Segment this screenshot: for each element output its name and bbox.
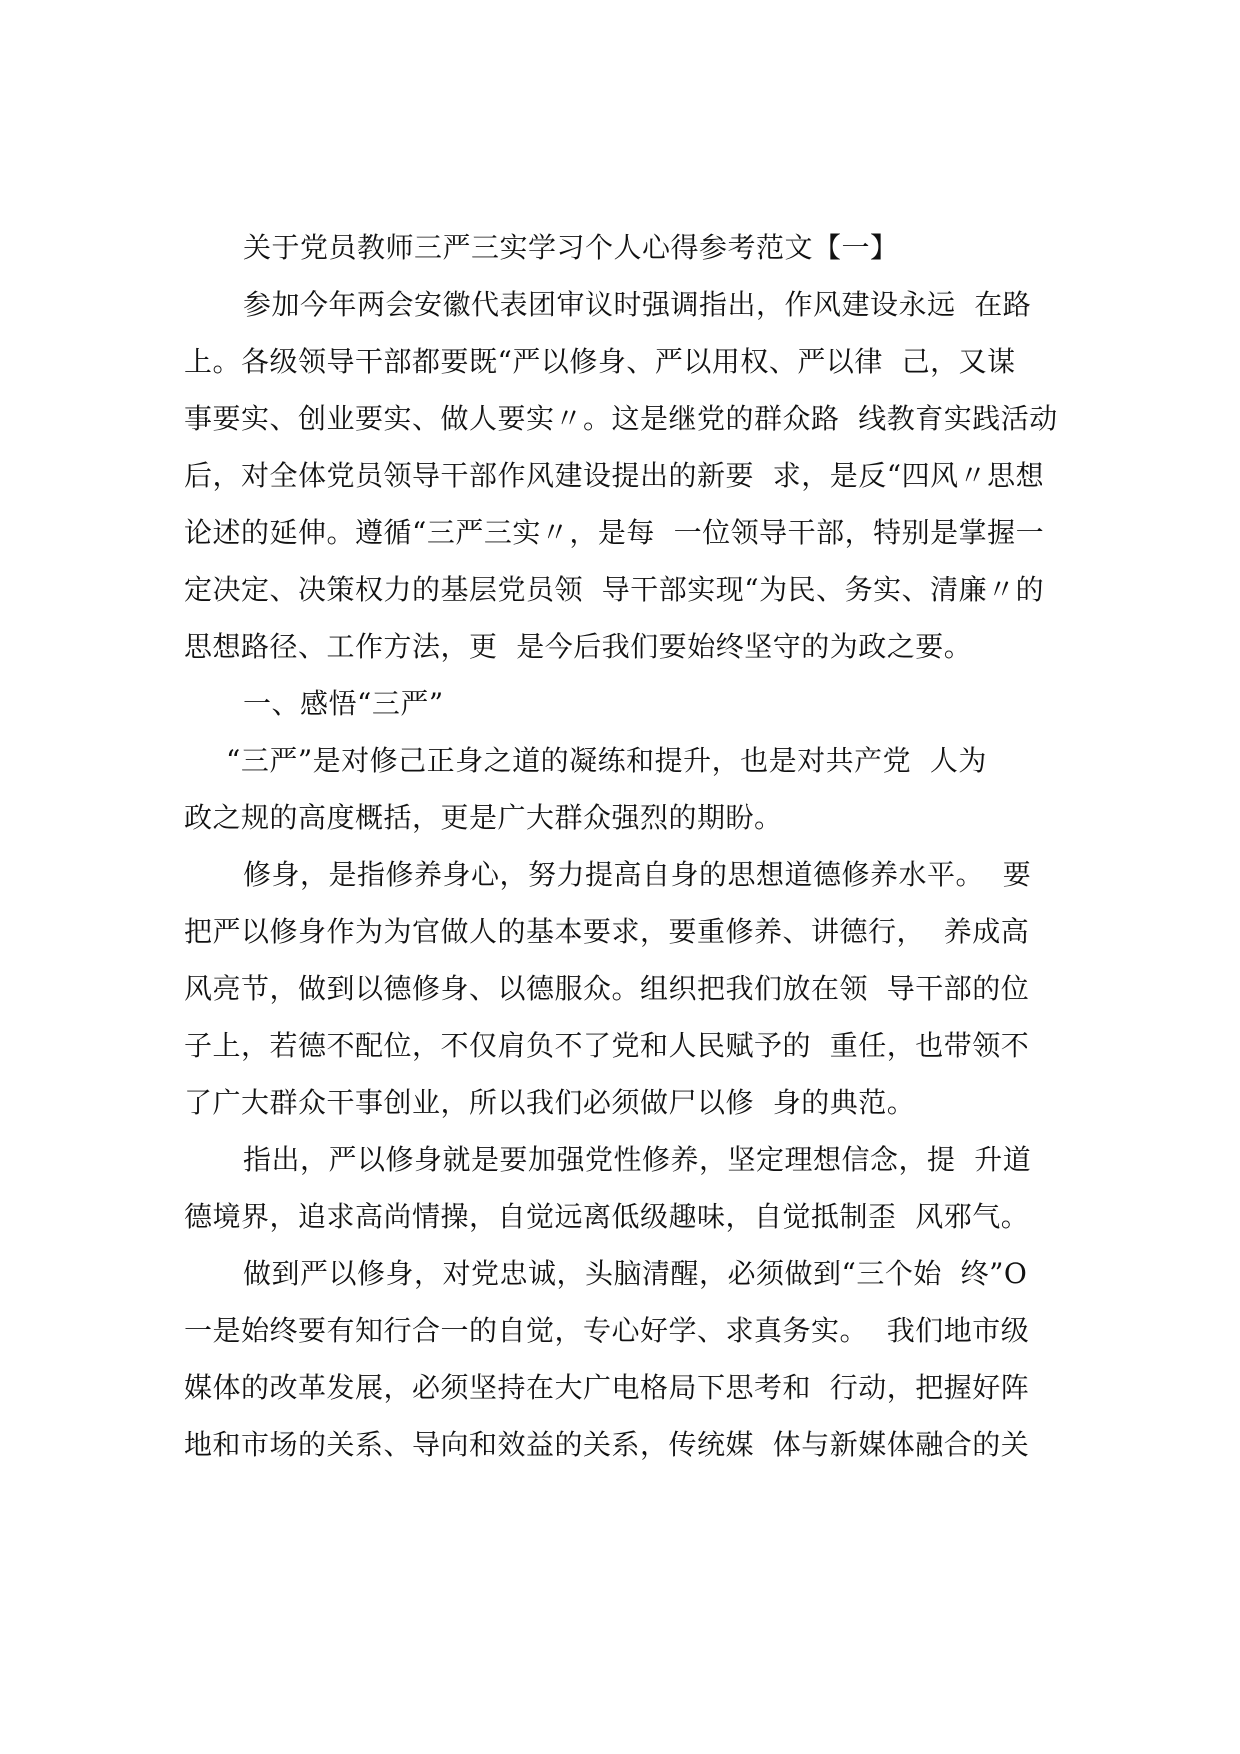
paragraph-line: 地和市场的关系、导向和效益的关系，传统媒 体与新媒体融合的关 [184,1428,1030,1461]
paragraph-line: 后，对全体党员领导干部作风建设提出的新要 求，是反“四风〃思想 [184,459,1045,492]
section-heading: 一、感悟“三严” [243,687,444,720]
paragraph-line: 指出，严以修身就是要加强党性修养，坚定理想信念，提 升道 [243,1143,1032,1176]
paragraph-line: 媒体的改革发展，必须坚持在大广电格局下思考和 行动，把握好阵 [184,1371,1030,1404]
paragraph-line: 政之规的高度概括，更是广大群众强烈的期盼。 [184,801,783,834]
paragraph-line: 一是始终要有知行合一的自觉，专心好学、求真务实。 我们地市级 [184,1314,1030,1347]
paragraph-line: 参加今年两会安徽代表团审议时强调指出，作风建设永远 在路 [243,288,1032,321]
paragraph-line: 子上，若德不配位，不仅肩负不了党和人民赋予的 重任，也带领不 [184,1029,1030,1062]
paragraph-line: 做到严以修身，对党忠诚，头脑清醒，必须做到“三个始 终”O [243,1257,1028,1290]
paragraph-line: 论述的延伸。遵循“三严三实〃，是每 一位领导干部，特别是掌握一 [184,516,1045,549]
paragraph-line: 了广大群众干事创业，所以我们必须做尸以修 身的典范。 [184,1086,916,1119]
paragraph-line: 上。各级领导干部都要既“严以修身、严以用权、严以律 己，又谋 [184,345,1016,378]
document-title: 关于党员教师三严三实学习个人心得参考范文【一】 [243,231,899,264]
paragraph-line: “三严”是对修己正身之道的凝练和提升，也是对共产党 人为 [226,744,987,777]
paragraph-line: 事要实、创业要实、做人要实〃。这是继党的群众路 线教育实践活动 [184,402,1058,435]
paragraph-line: 把严以修身作为为官做人的基本要求，要重修养、讲德行， 养成高 [184,915,1030,948]
paragraph-line: 风亮节，做到以德修身、以德服众。组织把我们放在领 导干部的位 [184,972,1030,1005]
paragraph-line: 定决定、决策权力的基层党员领 导干部实现“为民、务实、清廉〃的 [184,573,1045,606]
paragraph-line: 德境界，追求高尚情操，自觉远离低级趣味，自觉抵制歪 风邪气。 [184,1200,1030,1233]
paragraph-line: 修身，是指修养身心，努力提高自身的思想道德修养水平。 要 [243,858,1032,891]
paragraph-line: 思想路径、工作方法，更 是今后我们要始终坚守的为政之要。 [184,630,973,663]
